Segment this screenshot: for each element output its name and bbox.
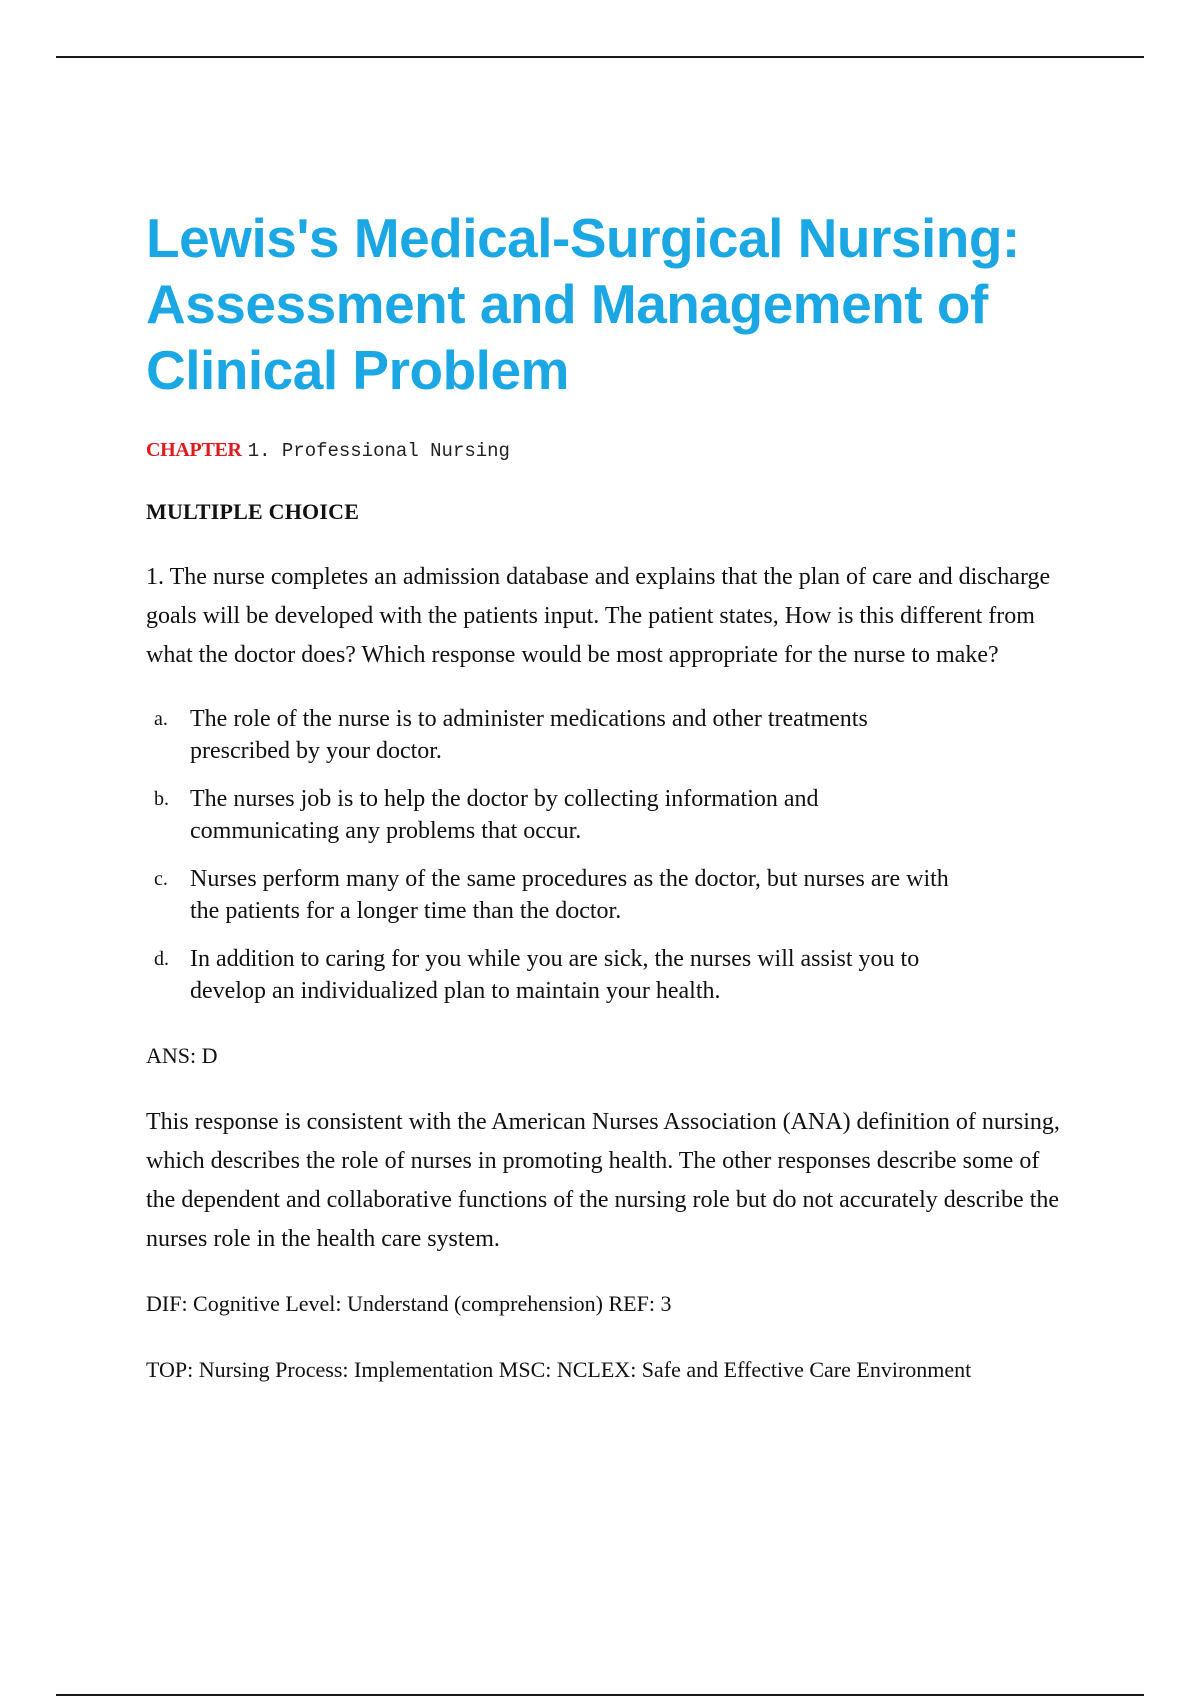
bottom-rule xyxy=(56,1694,1144,1696)
option-d xyxy=(146,943,950,1007)
question-text: 1. The nurse completes an admission database and explains that the plan of care and discharge goals will be developed with the patients input. The patient states, How is this different from what the doctor does? Which response would be most appropriate for the nurse to make? xyxy=(146,564,1051,668)
chapter-label: CHAPTER xyxy=(146,439,242,461)
chapter-line xyxy=(146,435,1086,465)
document-page xyxy=(146,205,1086,1385)
chapter-title: 1. Professional Nursing xyxy=(247,440,510,462)
option-letter: c. xyxy=(154,868,168,890)
option-letter: b. xyxy=(154,788,169,810)
option-text: Nurses perform many of the same procedures as the doctor, but nurses are with the patients for a longer time than the doctor. xyxy=(190,866,949,924)
topic-line: TOP: Nursing Process: Implementation MSC: NCLEX: Safe and Effective Care Environment xyxy=(146,1357,972,1382)
option-letter: a. xyxy=(154,708,168,730)
difficulty-line: DIF: Cognitive Level: Understand (comprehension) REF: 3 xyxy=(146,1291,672,1316)
option-c xyxy=(146,863,950,927)
answer-key: ANS: D xyxy=(146,1043,218,1068)
option-a xyxy=(146,703,950,767)
rationale-text: This response is consistent with the American Nurses Association (ANA) definition of nursing, which describes the role of nurses in promoting health. The other responses describe some of the dependent and collaborative functions of the nursing role but do not accurately describe the nurses role in the health care system. xyxy=(146,1109,1060,1252)
title-line-1: Lewis's Medical-Surgical Nursing: xyxy=(146,207,1020,269)
document-title xyxy=(146,205,1086,403)
option-letter: d. xyxy=(154,948,169,970)
option-text: The role of the nurse is to administer medications and other treatments prescribed by your doctor. xyxy=(190,706,868,764)
option-b xyxy=(146,783,950,847)
option-text: In addition to caring for you while you are sick, the nurses will assist you to develop an individualized plan to maintain your health. xyxy=(190,946,920,1004)
title-line-3: Clinical Problem xyxy=(146,339,569,401)
title-line-2: Assessment and Management of xyxy=(146,273,988,335)
answer-options xyxy=(146,703,1086,1007)
top-rule xyxy=(56,56,1144,58)
option-text: The nurses job is to help the doctor by collecting information and communicating any problems that occur. xyxy=(190,786,819,844)
section-heading: MULTIPLE CHOICE xyxy=(146,499,360,524)
